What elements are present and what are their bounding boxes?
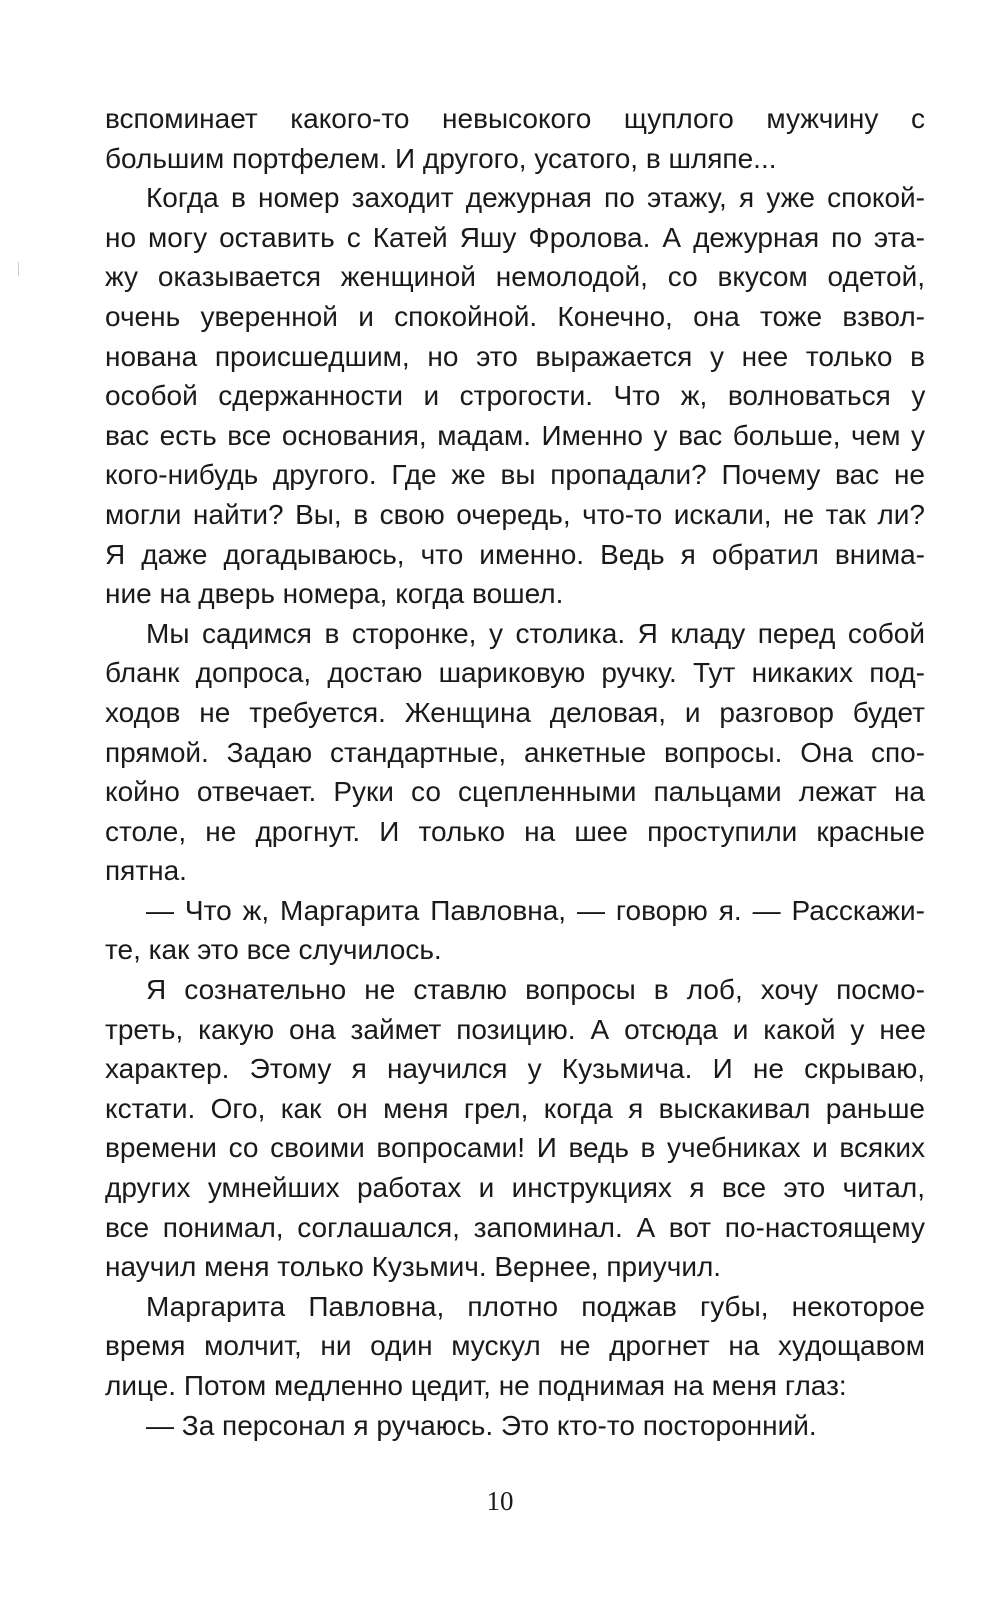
text-line: Я сознательно не ставлю вопросы в лоб, хочу посмо- xyxy=(146,974,925,1006)
text-line: койно отвечает. Руки со сцепленными пальцами лежат на xyxy=(105,776,925,808)
text-line: жу оказывается женщиной немолодой, со вкусом одетой, xyxy=(105,261,925,293)
text-line: бланк допроса, достаю шариковую ручку. Тут никаких под- xyxy=(105,657,925,689)
page-number: 10 xyxy=(486,1486,514,1516)
text-line: других умнейших работах и инструкциях я все это читал, xyxy=(105,1172,925,1204)
text-line: вас есть все основания, мадам. Именно у вас больше, чем у xyxy=(105,419,925,451)
text-line: особой сдержанности и строгости. Что ж, волноваться у xyxy=(105,380,925,412)
text-line: но могу оставить с Катей Яшу Фролова. А дежурная по эта- xyxy=(105,221,925,253)
text-line: Я даже догадываюсь, что именно. Ведь я обратил внима- xyxy=(105,538,925,570)
text-line: те, как это все случилось. xyxy=(105,934,442,966)
text-line: научил меня только Кузьмич. Вернее, приучил. xyxy=(105,1251,722,1283)
text-line: Маргарита Павловна, плотно поджав губы, некоторое xyxy=(146,1290,925,1322)
text-line: очень уверенной и спокойной. Конечно, она тоже взвол- xyxy=(105,300,925,332)
text-line: вспоминает какого-то невысокого щуплого мужчину с xyxy=(105,103,925,134)
text-line: ние на дверь номера, когда вошел. xyxy=(105,578,564,610)
text-line: могли найти? Вы, в свою очередь, что-то искали, не так ли? xyxy=(105,498,925,530)
text-line: лице. Потом медленно цедит, не поднимая на меня глаз: xyxy=(105,1370,847,1401)
text-line: время молчит, ни один мускул не дрогнет на худощавом xyxy=(105,1330,925,1362)
text-line: Мы садимся в сторонке, у столика. Я кладу перед собой xyxy=(146,617,925,649)
text-line: треть, какую она займет позицию. А отсюда и какой у нее xyxy=(105,1013,925,1045)
text-line: ходов не требуется. Женщина деловая, и разговор будет xyxy=(105,696,925,728)
text-line: столе, не дрогнут. И только на шее проступили красные xyxy=(105,815,925,847)
text-line: прямой. Задаю стандартные, анкетные вопросы. Она спо- xyxy=(105,736,925,768)
text-line: пятна. xyxy=(105,855,187,887)
text-line: времени со своими вопросами! И ведь в учебниках и всяких xyxy=(105,1132,925,1164)
text-line: — За персонал я ручаюсь. Это кто-то посторонний. xyxy=(146,1409,817,1441)
text-line: характер. Этому я научился у Кузьмича. И не скрываю, xyxy=(105,1053,925,1085)
text-line: кого-нибудь другого. Где же вы пропадали? Почему вас не xyxy=(105,459,925,491)
page-edge-mark xyxy=(18,262,19,276)
text-line: большим портфелем. И другого, усатого, в шляпе... xyxy=(105,142,777,174)
text-line: все понимал, соглашался, запоминал. А вот по-настоящему xyxy=(105,1211,925,1243)
text-line: кстати. Ого, как он меня грел, когда я выскакивал раньше xyxy=(105,1092,925,1124)
body-text xyxy=(105,99,925,1445)
text-line: Когда в номер заходит дежурная по этажу, я уже спокой- xyxy=(146,182,925,214)
text-line: нована происшедшим, но это выражается у нее только в xyxy=(105,340,925,372)
text-line: — Что ж, Маргарита Павловна, — говорю я. — Расскажи- xyxy=(146,894,925,926)
